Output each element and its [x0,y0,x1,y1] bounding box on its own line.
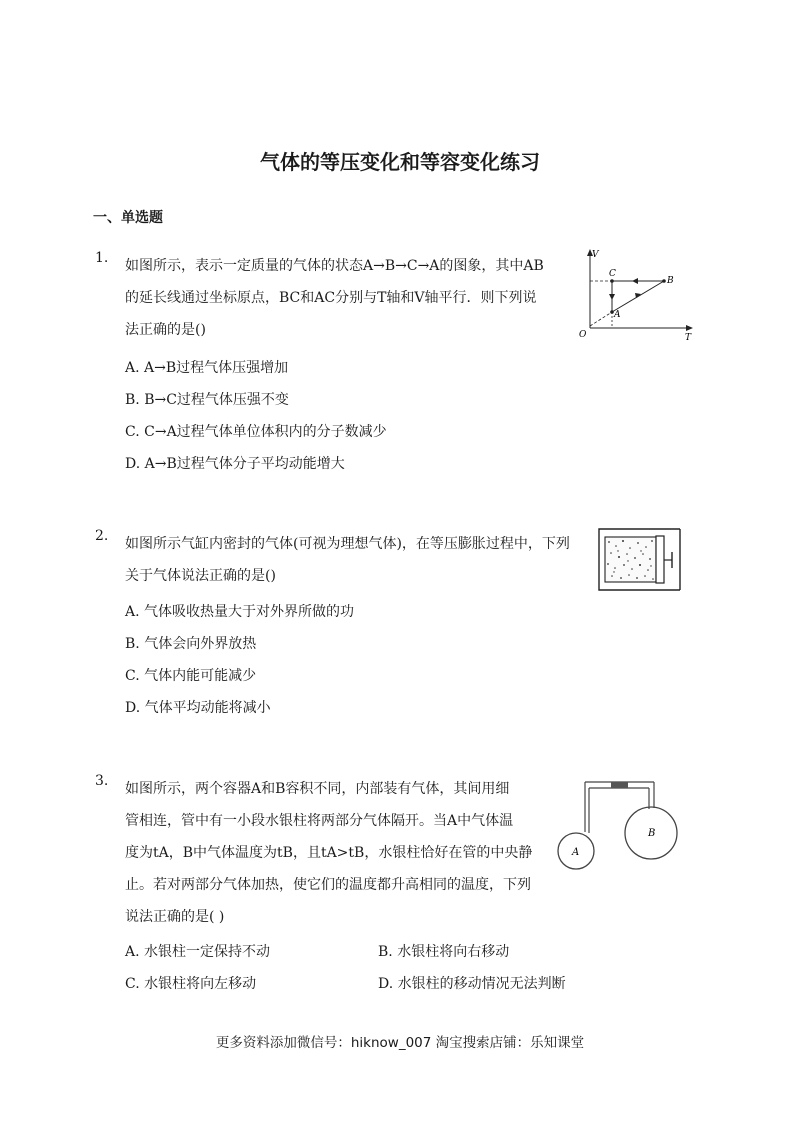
stem-line: 关于气体说法正确的是() [125,568,276,584]
question-stem [125,528,570,592]
option-b[interactable]: B. 气体会向外界放热 [125,636,257,652]
option-a[interactable]: A. A→B过程气体压强增加 [125,360,289,376]
point-c-label: C [609,269,616,279]
footer-note: 更多资料添加微信号：hiknow_007 淘宝搜索店铺：乐知课堂 [215,1035,585,1051]
stem-line: 如图所示，表示一定质量的气体的状态A→B→C→A的图象，其中AB [125,258,544,274]
question-stem [125,250,565,346]
stem-line: 如图所示气缸内密封的气体(可视为理想气体)，在等压膨胀过程中，下列 [125,536,570,552]
origin-label: O [579,330,587,340]
question-stem [125,773,565,933]
question-number: 2. [95,528,109,544]
stem-line: 说法正确的是( ) [125,909,225,925]
question-number: 1. [95,250,109,266]
container-b-label: B [648,828,656,839]
option-c[interactable]: C. 气体内能可能减少 [125,668,257,684]
question-number: 3. [95,773,109,789]
stem-line: 的延长线通过坐标原点，BC和AC分别与T轴和V轴平行．则下列说 [125,290,537,306]
v-axis-label: V [592,250,599,260]
container-a-label: A [572,847,580,858]
option-c[interactable]: C. 水银柱将向左移动 [125,976,257,992]
option-a[interactable]: A. 水银柱一定保持不动 [125,944,271,960]
point-b-label: B [667,276,674,286]
point-a-label: A [614,310,621,320]
page-title: 气体的等压变化和等容变化练习 [260,150,540,174]
option-b[interactable]: B. B→C过程气体压强不变 [125,392,289,408]
option-d[interactable]: D. A→B过程气体分子平均动能增大 [125,456,345,472]
section-heading: 一、单选题 [93,210,163,226]
option-a[interactable]: A. 气体吸收热量大于对外界所做的功 [125,604,355,620]
vt-graph-figure [576,246,700,342]
option-d[interactable]: D. 水银柱的移动情况无法判断 [378,976,566,992]
option-d[interactable]: D. 气体平均动能将减小 [125,700,271,716]
cylinder-piston-figure [594,524,688,594]
two-bulbs-figure [556,770,704,876]
stem-line: 管相连，管中有一小段水银柱将两部分气体隔开。当A中气体温 [125,813,514,829]
stem-line: 法正确的是() [125,322,206,338]
option-c[interactable]: C. C→A过程气体单位体积内的分子数减少 [125,424,387,440]
stem-line: 度为tA，B中气体温度为tB，且tA>tB，水银柱恰好在管的中央静 [125,845,533,861]
t-axis-label: T [685,333,692,342]
option-b[interactable]: B. 水银柱将向右移动 [378,944,510,960]
mercury-column [611,782,628,788]
stem-line: 如图所示，两个容器A和B容积不同，内部装有气体，其间用细 [125,781,510,797]
stem-line: 止。若对两部分气体加热，使它们的温度都升高相同的温度，下列 [125,877,531,893]
